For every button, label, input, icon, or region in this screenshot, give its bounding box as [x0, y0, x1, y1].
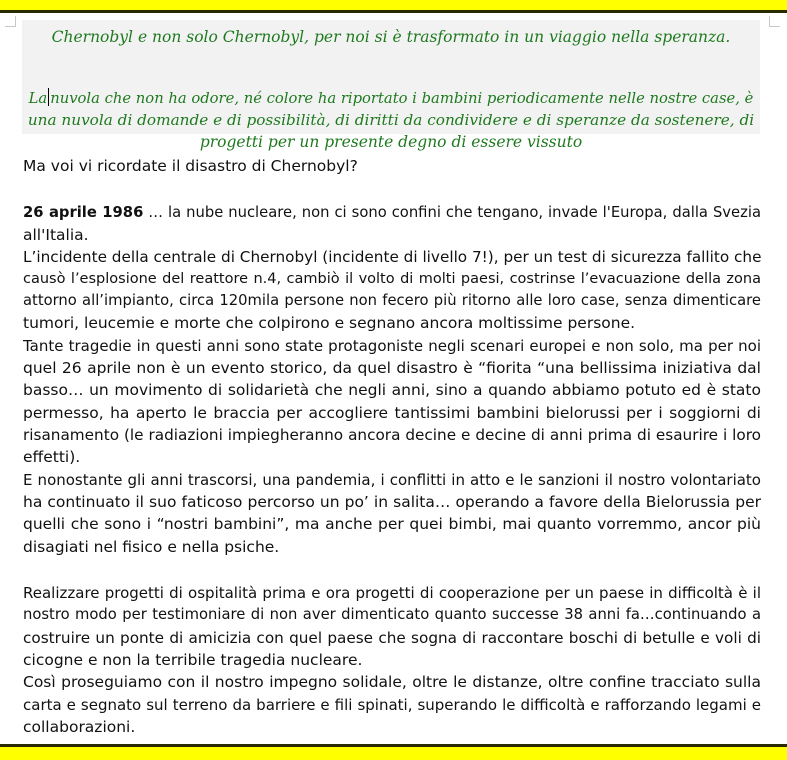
paragraph-line: ha continuato il suo faticoso percorso un po’ in salita… operando a favore della Bielorussia per: [23, 493, 761, 511]
paragraph-line: risanamento (le radiazioni impiegheranno ancora decine e decine di anni prima di esaurire i loro: [23, 426, 761, 444]
paragraph-line: permesso, ha aperto le braccia per accogliere tantissimi bambini bielorussi per i soggiorni di: [23, 404, 761, 422]
paragraph-line: Così proseguiamo con il nostro impegno solidale, oltre le distanze, oltre confine tracciato sulla: [23, 673, 761, 691]
paragraph-line: 26 aprile 1986 … la nube nucleare, non ci sono confini che tengano, invade l'Europa, dalla Svezia: [23, 204, 761, 221]
paragraph-line: Realizzare progetti di ospitalità prima e ora progetti di cooperazione per un paese in difficoltà è il: [23, 584, 761, 602]
header-quote-box: [22, 20, 760, 151]
paragraph-line: cicogne e non la terribile tragedia nucleare.: [23, 651, 363, 669]
top-yellow-border: [0, 0, 787, 13]
date-bold: 26 aprile 1986: [23, 204, 144, 221]
paragraph-line: basso… un movimento di solidarietà che negli anni, sino a quando abbiamo potuto ed è stato: [23, 381, 761, 399]
margin-corner-mark: [769, 16, 780, 27]
header-line: progetti per un presente degno di essere vissuto: [199, 133, 583, 151]
paragraph-line: effetti).: [23, 448, 81, 466]
paragraph-line: Tante tragedie in questi anni sono state protagoniste negli scenari europei e non solo, ma per noi: [23, 337, 761, 355]
paragraph-line: tumori, leucemie e morte che colpirono e segnano ancora moltissime persone.: [23, 314, 636, 332]
bottom-yellow-border: [0, 744, 787, 760]
header-line: La nuvola che non ha odore, né colore ha riportato i bambini periodicamente nelle nostre case, è: [28, 90, 754, 107]
paragraph-line: carta e segnato sul terreno da barriere e fili spinati, superando le difficoltà e rafforzando legami e: [23, 696, 761, 714]
header-line: Chernobyl e non solo Chernobyl, per noi si è trasformato in un viaggio nella speranza.: [51, 28, 731, 46]
paragraph-line: E nonostante gli anni trascorsi, una pandemia, i conflitti in atto e le sanzioni il nostro volontariato: [23, 471, 761, 489]
paragraph-line: all'Italia.: [23, 226, 89, 244]
paragraph-line: quelli che sono i “nostri bambini”, ma anche per quei bimbi, mai quanto vorremmo, ancor più: [23, 515, 761, 533]
margin-corner-mark: [5, 16, 16, 27]
paragraph-line: nostro modo per testimoniare di non aver dimenticato quanto successe 38 anni fa…continuando a: [23, 606, 761, 623]
question-line: Ma voi vi ricordate il disastro di Chernobyl?: [23, 157, 358, 175]
paragraph-line: causò l’esplosione del reattore n.4, cambiò il volto di molti paesi, costrinse l’evacuazione della zona: [23, 271, 761, 287]
paragraph-line: disagiati nel fisico e nella psiche.: [23, 538, 280, 556]
paragraph-line: costruire un ponte di amicizia con quel paese che sogna di raccontare boschi di betulle e voli di: [23, 629, 761, 647]
paragraph-line: collaborazioni.: [23, 718, 136, 736]
paragraph-line: attorno all’impianto, circa 120mila persone non fecero più ritorno alle loro case, senza dimenticare: [23, 292, 761, 309]
paragraph-line: quel 26 aprile non è un evento storico, da quel disastro è “fiorita “una bellissima iniziativa dal: [23, 359, 761, 377]
header-line: una nuvola di domande e di possibilità, di diritti da condividere e di speranze da sostenere, di: [27, 111, 755, 129]
paragraph-line: L’incidente della centrale di Chernobyl (incidente di livello 7!), per un test di sicurezza fallito che: [23, 248, 762, 266]
